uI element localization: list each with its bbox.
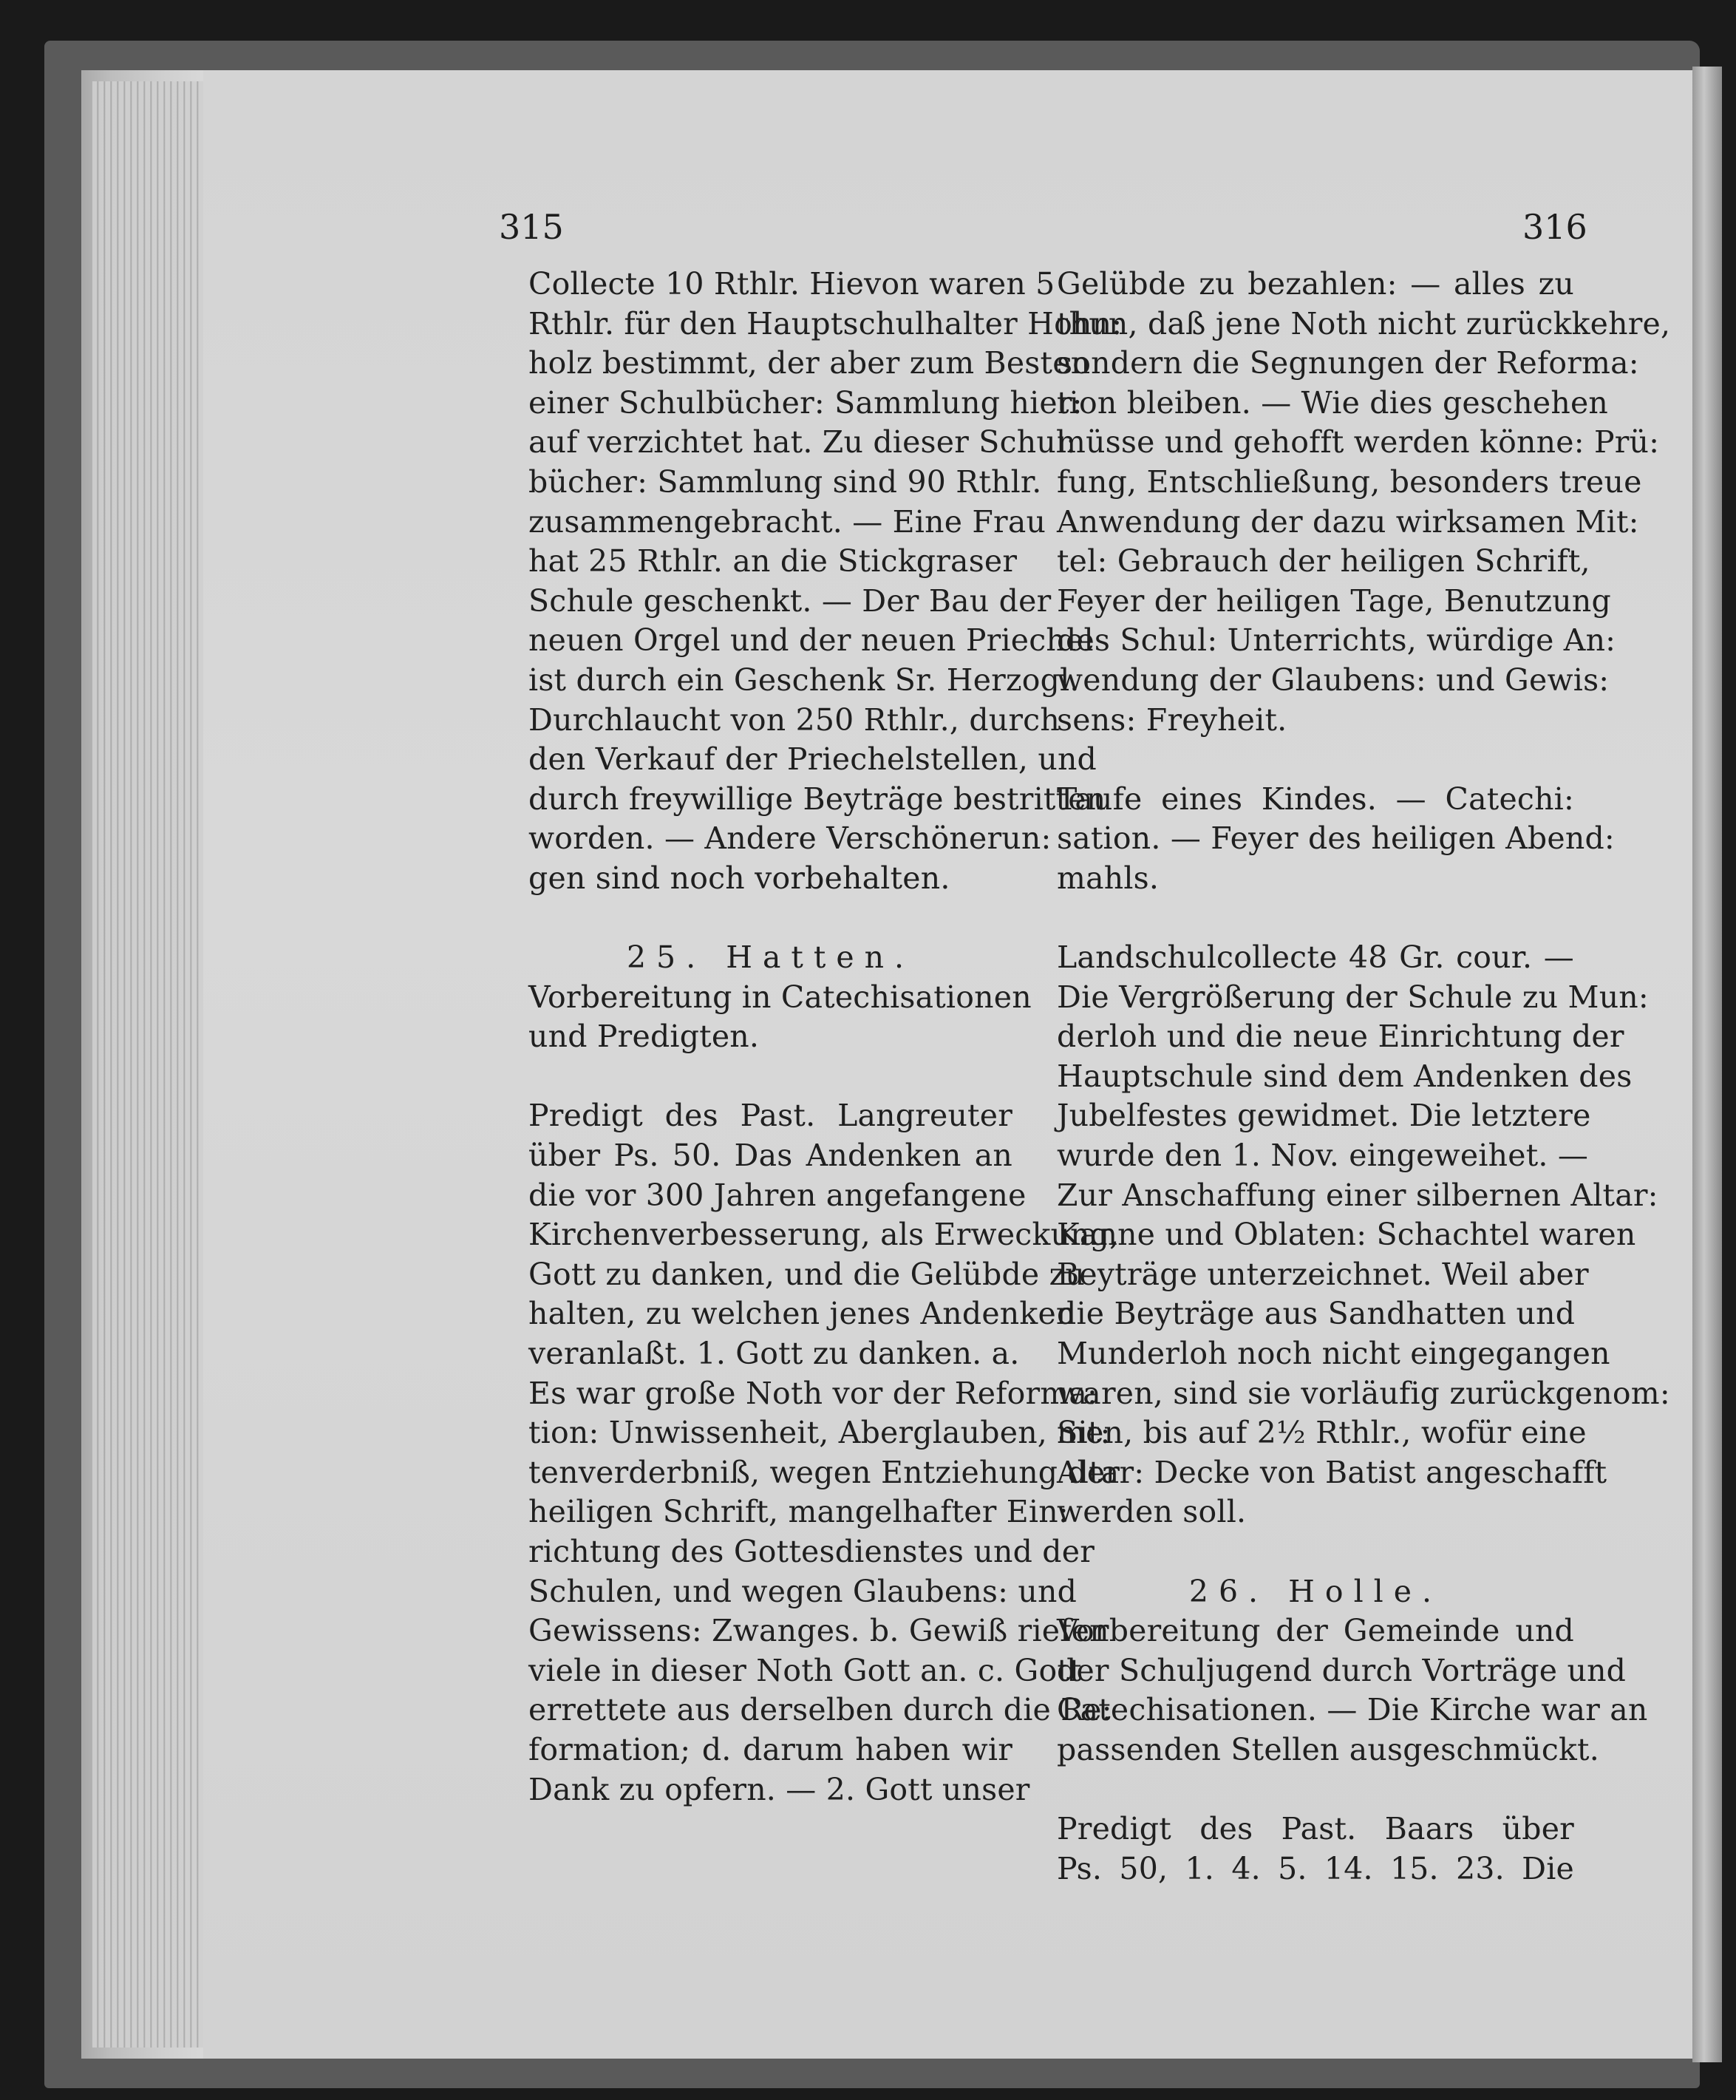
text-line: Gott zu danken, und die Gelübde zu — [528, 1256, 1086, 1292]
section-heading: 25. Hatten. — [626, 939, 915, 976]
paragraph-gap — [528, 1057, 1012, 1097]
text-line: Catechisationen. — Die Kirche war an — [1057, 1692, 1648, 1728]
text-line: und Predigten. — [528, 1019, 760, 1055]
text-line: Rthlr. für den Hauptschulhalter Hohn: — [528, 305, 1123, 341]
text-line: Die Vergrößerung der Schule zu Mun: — [1057, 979, 1649, 1015]
text-line: Durchlaucht von 250 Rthlr., durch — [528, 701, 1060, 738]
text-line: formation; d. darum haben wir — [528, 1731, 1012, 1767]
text-line: Schule geschenkt. — Der Bau der — [528, 582, 1052, 619]
page-edges — [92, 81, 203, 2048]
text-line: Ps. 50, 1. 4. 5. 14. 15. 23. Die — [1057, 1850, 1574, 1886]
text-line: Munderloh noch nicht eingegangen — [1057, 1336, 1610, 1372]
text-line: Altar: Decke von Batist angeschafft — [1057, 1454, 1607, 1490]
right-page-column — [1057, 265, 1671, 1889]
text-line: Predigt des Past. Langreuter — [528, 1098, 1012, 1134]
text-line: wurde den 1. Nov. eingeweihet. — — [1057, 1138, 1589, 1174]
text-line: heiligen Schrift, mangelhafter Ein: — [528, 1494, 1069, 1530]
text-line: tenverderbniß, wegen Entziehung der — [528, 1454, 1120, 1490]
text-line: hat 25 Rthlr. an die Stickgraser — [528, 543, 1018, 580]
text-line: Hauptschule sind dem Andenken des — [1057, 1058, 1633, 1094]
text-line: über Ps. 50. Das Andenken an — [528, 1138, 1012, 1174]
text-line: Taufe eines Kindes. — Catechi: — [1057, 781, 1574, 817]
text-line: werden soll. — [1057, 1494, 1247, 1530]
text-line: Landschulcollecte 48 Gr. cour. — — [1057, 939, 1574, 976]
text-line: derloh und die neue Einrichtung der — [1057, 1019, 1624, 1055]
text-line: Jubelfestes gewidmet. Die letztere — [1057, 1098, 1591, 1134]
text-line: zusammengebracht. — Eine Frau — [528, 503, 1046, 540]
text-line: sens: Freyheit. — [1057, 701, 1287, 738]
text-line: neuen Orgel und der neuen Priechel — [528, 622, 1094, 659]
paragraph-gap — [528, 899, 1012, 939]
text-line: auf verzichtet hat. Zu dieser Schul: — [528, 424, 1077, 461]
paragraph-gap — [1057, 899, 1574, 939]
text-line: richtung des Gottesdienstes und der — [528, 1534, 1095, 1569]
text-line: Anwendung der dazu wirksamen Mit: — [1057, 503, 1639, 540]
text-line: die vor 300 Jahren angefangene — [528, 1177, 1027, 1213]
text-line: Gewissens: Zwanges. b. Gewiß riefen — [528, 1613, 1109, 1649]
text-line: Gelübde zu bezahlen: — alles zu — [1057, 266, 1574, 302]
text-line: tel: Gebrauch der heiligen Schrift, — [1057, 543, 1590, 580]
text-line: Collecte 10 Rthlr. Hievon waren 5 — [528, 266, 1055, 302]
right-page-number: 316 — [1522, 207, 1587, 247]
text-line: die Beyträge aus Sandhatten und — [1057, 1296, 1576, 1332]
text-line: Zur Anschaffung einer silbernen Altar: — [1057, 1177, 1658, 1213]
text-line: der Schuljugend durch Vorträge und — [1057, 1652, 1627, 1688]
text-line: veranlaßt. 1. Gott zu danken. a. — [528, 1336, 1020, 1372]
text-line: Predigt des Past. Baars über — [1057, 1811, 1574, 1847]
text-line: Es war große Noth vor der Reforma: — [528, 1375, 1098, 1411]
text-line: wendung der Glaubens: und Gewis: — [1057, 662, 1610, 698]
text-line: Kirchenverbesserung, als Erweckung, — [528, 1217, 1120, 1253]
right-page-edge — [1692, 67, 1722, 2062]
text-line: waren, sind sie vorläufig zurückgenom: — [1057, 1375, 1670, 1411]
section-heading: 26. Holle. — [1188, 1573, 1443, 1609]
text-line: viele in dieser Noth Gott an. c. Gott — [528, 1652, 1082, 1688]
text-line: men, bis auf 2½ Rthlr., wofür eine — [1057, 1415, 1587, 1451]
text-line: durch freywillige Beyträge bestritten — [528, 781, 1106, 817]
text-line: tion: Unwissenheit, Aberglauben, Sit: — [528, 1415, 1111, 1451]
text-line: Vorbereitung in Catechisationen — [528, 979, 1032, 1015]
left-page-number: 315 — [499, 207, 564, 247]
text-line: einer Schulbücher: Sammlung hier: — [528, 384, 1083, 421]
text-line: halten, zu welchen jenes Andenken — [528, 1296, 1076, 1332]
text-line: tion bleiben. — Wie dies geschehen — [1057, 384, 1609, 421]
text-line: holz bestimmt, der aber zum Besten — [528, 345, 1091, 381]
text-line: thun, daß jene Noth nicht zurückkehre, — [1057, 305, 1671, 341]
text-line: den Verkauf der Priechelstellen, und — [528, 741, 1097, 778]
text-line: errettete aus derselben durch die Re: — [528, 1692, 1112, 1728]
text-line: des Schul: Unterrichts, würdige An: — [1057, 622, 1616, 659]
text-line: fung, Entschließung, besonders treue — [1057, 463, 1642, 500]
paragraph-gap — [1057, 1532, 1574, 1572]
text-line: Beyträge unterzeichnet. Weil aber — [1057, 1256, 1589, 1292]
text-line: Dank zu opfern. — 2. Gott unser — [528, 1771, 1030, 1807]
paragraph-gap — [1057, 740, 1574, 780]
text-line: gen sind noch vorbehalten. — [528, 860, 950, 896]
paragraph-gap — [1057, 1770, 1574, 1810]
text-line: Schulen, und wegen Glaubens: und — [528, 1573, 1078, 1609]
text-line: worden. — Andere Verschönerun: — [528, 820, 1052, 857]
text-line: Vorbereitung der Gemeinde und — [1057, 1613, 1574, 1649]
text-line: bücher: Sammlung sind 90 Rthlr. — [528, 463, 1042, 500]
text-line: passenden Stellen ausgeschmückt. — [1057, 1731, 1599, 1767]
text-line: Kanne und Oblaten: Schachtel waren — [1057, 1217, 1636, 1253]
text-line: sondern die Segnungen der Reforma: — [1057, 345, 1639, 381]
text-line: ist durch ein Geschenk Sr. Herzogl. — [528, 662, 1080, 698]
text-line: müsse und gehofft werden könne: Prü: — [1057, 424, 1660, 461]
text-line: Feyer der heiligen Tage, Benutzung — [1057, 582, 1611, 619]
text-line: mahls. — [1057, 860, 1160, 896]
text-line: sation. — Feyer des heiligen Abend: — [1057, 820, 1615, 857]
